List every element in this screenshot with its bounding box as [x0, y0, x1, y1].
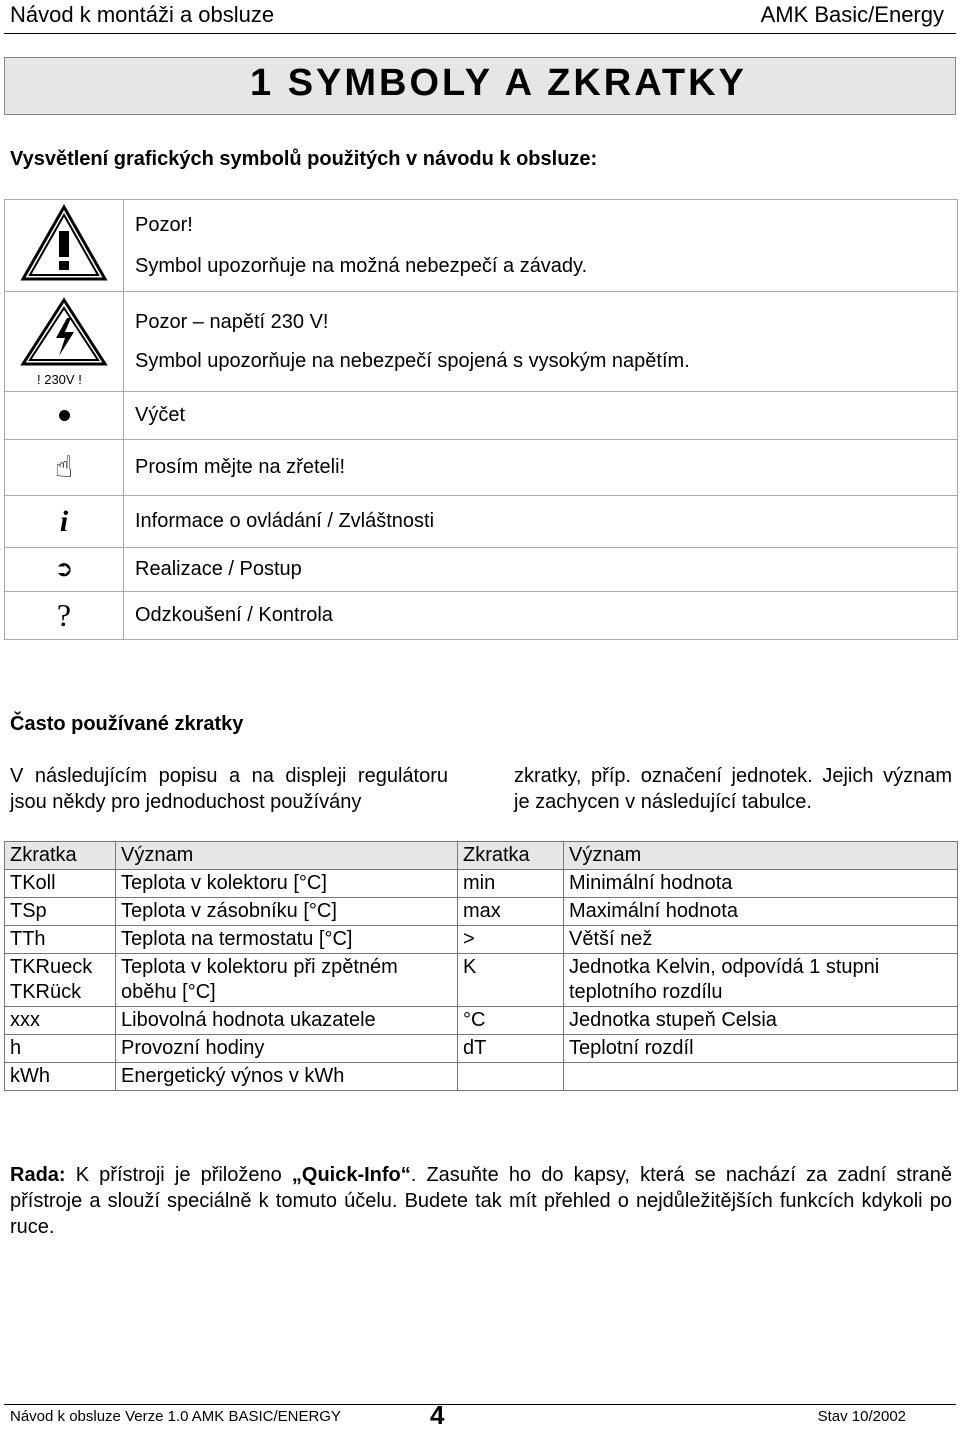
symbol-icon-cell [5, 392, 124, 440]
footer-right: Stav 10/2002 [817, 1408, 906, 1425]
table-cell: Teplota v kolektoru [°C] [116, 870, 458, 898]
table-cell: Jednotka Kelvin, odpovídá 1 stupni teplotního rozdílu [564, 954, 958, 1007]
symbol-icon-cell [5, 440, 124, 496]
table-cell: h [5, 1035, 116, 1063]
table-row [5, 954, 958, 1007]
table-cell: Teplota v kolektoru při zpětném oběhu [°C] [116, 954, 458, 1007]
intro-right: zkratky, příp. označení jednotek. Jejich význam je zachycen v následující tabulce. [514, 765, 952, 813]
symbols-heading: Vysvětlení grafických symbolů použitých v návodu k obsluze: [10, 148, 598, 170]
header-rule [4, 33, 956, 34]
bullet-icon [59, 410, 70, 421]
table-cell: Energetický výnos v kWh [116, 1063, 458, 1091]
symbol-text-cell: Prosím mějte na zřeteli! [124, 440, 958, 496]
symbol-row [5, 592, 958, 640]
table-cell: Minimální hodnota [564, 870, 958, 898]
table-cell: kWh [5, 1063, 116, 1091]
table-cell: Větší než [564, 926, 958, 954]
table-cell: dT [458, 1035, 564, 1063]
table-cell [458, 1063, 564, 1091]
table-cell: > [458, 926, 564, 954]
abbreviations-heading: Často používané zkratky [10, 713, 244, 735]
symbol-text-line: Pozor! [135, 213, 193, 236]
table-cell: K [458, 954, 564, 1007]
symbol-text-cell: Realizace / Postup [124, 548, 958, 592]
table-cell: TKRueck TKRück [5, 954, 116, 1007]
symbol-icon-cell [5, 496, 124, 548]
table-header-row [5, 842, 958, 870]
table-cell: Teplota na termostatu [°C] [116, 926, 458, 954]
footer-left: Návod k obsluze Verze 1.0 AMK BASIC/ENERGY [10, 1408, 341, 1425]
footer-rule [4, 1404, 956, 1405]
table-cell: TKoll [5, 870, 116, 898]
section-title: 1 SYMBOLY A ZKRATKY [250, 62, 747, 104]
table-cell: Teplotní rozdíl [564, 1035, 958, 1063]
symbol-text-cell [124, 292, 958, 392]
symbol-text-cell: Odzkoušení / Kontrola [124, 592, 958, 640]
voltage-caption: ! 230V ! [37, 372, 82, 387]
symbol-row [5, 200, 958, 292]
abbreviation-table [4, 841, 958, 1091]
table-cell: Teplota v zásobníku [°C] [116, 898, 458, 926]
symbol-text-line: Symbol upozorňuje na možná nebezpečí a závady. [135, 254, 588, 277]
symbol-row [5, 496, 958, 548]
info-icon: i [59, 504, 69, 538]
intro-left: V následujícím popisu a na displeji regulátoru jsou někdy pro jednoduchost používány [10, 765, 448, 813]
column-header: Zkratka [458, 842, 564, 870]
tip-text: . Zasuňte ho do kapsy, která se nachází za zadní straně přístroje a slouží speciálně k tomuto účelu. Budete tak mít přehled o nejdůležitějších funkcích kdykoli po ruce. [10, 1164, 953, 1238]
table-cell: Maximální hodnota [564, 898, 958, 926]
table-cell: Jednotka stupeň Celsia [564, 1007, 958, 1035]
symbol-icon-cell [5, 592, 124, 640]
table-cell: xxx [5, 1007, 116, 1035]
table-cell: °C [458, 1007, 564, 1035]
symbol-icon-cell [5, 292, 124, 392]
symbol-row [5, 292, 958, 392]
symbol-row [5, 440, 958, 496]
table-row [5, 926, 958, 954]
table-cell: max [458, 898, 564, 926]
question-icon: ? [56, 597, 72, 633]
pointing-hand-icon: ☝ [54, 450, 74, 485]
tip-paragraph [10, 1162, 952, 1240]
table-cell: TSp [5, 898, 116, 926]
table-row [5, 1063, 958, 1091]
symbol-row [5, 548, 958, 592]
column-header: Význam [564, 842, 958, 870]
warning-triangle-icon [19, 203, 109, 283]
table-cell: min [458, 870, 564, 898]
column-header: Význam [116, 842, 458, 870]
high-voltage-icon [19, 296, 109, 368]
header-left: Návod k montáži a obsluze [10, 2, 275, 27]
symbol-text-line: Pozor – napětí 230 V! [135, 310, 329, 333]
tip-label: Rada: [10, 1164, 66, 1186]
symbol-icon-cell [5, 200, 124, 292]
symbol-row [5, 392, 958, 440]
table-row [5, 898, 958, 926]
tip-highlight: „Quick-Info“ [291, 1164, 411, 1186]
table-row [5, 870, 958, 898]
table-row [5, 1007, 958, 1035]
header-right: AMK Basic/Energy [760, 2, 944, 27]
table-cell: Libovolná hodnota ukazatele [116, 1007, 458, 1035]
column-header: Zkratka [5, 842, 116, 870]
symbol-text-cell: Výčet [124, 392, 958, 440]
page-number: 4 [430, 1400, 445, 1430]
arrow-right-icon: ➲ [54, 557, 74, 582]
table-cell [564, 1063, 958, 1091]
symbols-table [4, 199, 958, 640]
symbol-text-cell [124, 200, 958, 292]
symbol-text-line: Symbol upozorňuje na nebezpečí spojená s vysokým napětím. [135, 349, 690, 372]
table-row [5, 1035, 958, 1063]
table-cell: TTh [5, 926, 116, 954]
symbol-text-cell: Informace o ovládání / Zvláštnosti [124, 496, 958, 548]
table-cell: Provozní hodiny [116, 1035, 458, 1063]
tip-text: K přístroji je přiloženo [65, 1164, 292, 1186]
symbol-icon-cell [5, 548, 124, 592]
